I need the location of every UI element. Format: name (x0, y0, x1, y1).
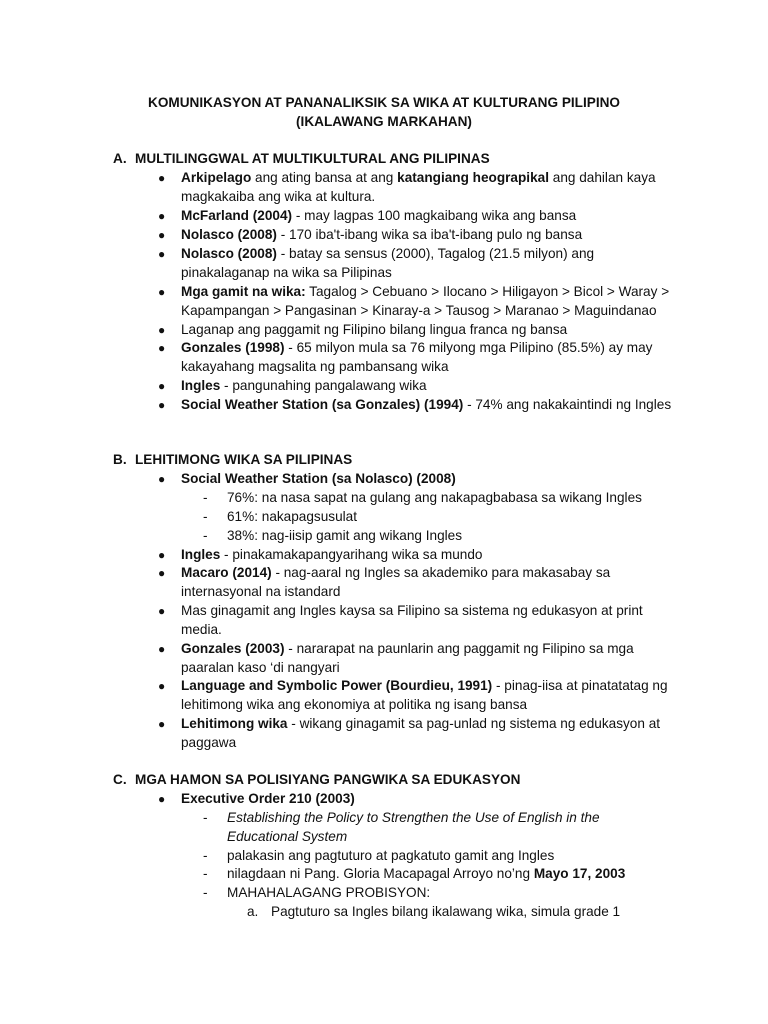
bullet-icon: ● (158, 717, 166, 731)
sub-item (203, 527, 647, 546)
list-item (158, 564, 681, 602)
dash-marker: - (203, 528, 208, 543)
item-bold: Executive Order 210 (2003) (181, 791, 355, 806)
section-heading (113, 451, 352, 470)
item-bold: Ingles (181, 378, 221, 393)
list-item (158, 640, 681, 678)
bullet-icon: ● (158, 247, 166, 261)
item-text: - pinag-iisa at pinatatatag ng lehitimong wika ang ekonomiya at politika ng isang bansa (181, 678, 668, 712)
item-text: Mas ginagamit ang Ingles kaysa sa Filipino sa sistema ng edukasyon at print media. (181, 603, 643, 637)
bullet-icon: ● (158, 604, 166, 618)
sub-item (203, 865, 647, 884)
item-bold: Language and Symbolic Power (Bourdieu, 1991) (181, 678, 493, 693)
sub-item (203, 489, 647, 508)
item-text: 76%: na nasa sapat na gulang ang nakapagbabasa sa wikang Ingles (227, 490, 642, 505)
item-text: - nararapat na paunlarin ang paggamit ng Filipino sa mga paaralan kaso ‘di nangyari (181, 641, 634, 675)
list-item (158, 339, 681, 377)
section-letter: C. (113, 772, 127, 787)
letter-marker: a. (247, 904, 259, 919)
item-text: palakasin ang pagtuturo at pagkatuto gamit ang Ingles (227, 848, 555, 863)
bullet-icon: ● (158, 792, 166, 806)
item-bold: Social Weather Station (sa Gonzales) (1994) (181, 397, 464, 412)
list-item (158, 377, 681, 396)
item-text: Pagtuturo sa Ingles bilang ikalawang wika, simula grade 1 (271, 904, 621, 919)
bullet-icon: ● (158, 285, 166, 299)
list-item (158, 602, 681, 640)
bullet-icon: ● (158, 379, 166, 393)
list-item (158, 283, 681, 321)
section-heading (113, 150, 490, 169)
item-bold: Mga gamit na wika: (181, 284, 306, 299)
section-title: LEHITIMONG WIKA SA PILIPINAS (135, 452, 353, 467)
dash-marker: - (203, 490, 208, 505)
list-item (158, 169, 681, 207)
item-bold: Lehitimong wika (181, 716, 288, 731)
list-item (158, 715, 681, 753)
list-item (158, 677, 681, 715)
bullet-icon: ● (158, 341, 166, 355)
sub-item (203, 508, 647, 527)
bullet-icon: ● (158, 209, 166, 223)
dash-marker: - (203, 509, 208, 524)
section-heading (113, 771, 520, 790)
bullet-icon: ● (158, 548, 166, 562)
bullet-icon: ● (158, 679, 166, 693)
bullet-icon: ● (158, 566, 166, 580)
item-text: - 74% ang nakakaintindi ng Ingles (463, 397, 672, 412)
bullet-icon: ● (158, 472, 166, 486)
item-italic: Establishing the Policy to Strengthen the Use of English in the Educational System (227, 810, 600, 844)
item-text: - pinakamakapangyarihang wika sa mundo (220, 547, 483, 562)
sub-item (203, 847, 647, 866)
item-text: 38%: nag-iisip gamit ang wikang Ingles (227, 528, 463, 543)
item-text: - 170 iba't-ibang wika sa iba't-ibang pulo ng bansa (276, 227, 583, 242)
item-text: - may lagpas 100 magkaibang wika ang bansa (292, 208, 577, 223)
document-title: KOMUNIKASYON AT PANANALIKSIK SA WIKA AT KULTURANG PILIPINO (148, 95, 620, 110)
item-bold: Social Weather Station (sa Nolasco) (2008) (181, 471, 456, 486)
item-bold: Ingles (181, 547, 221, 562)
list-item (158, 226, 681, 245)
item-bold: Macaro (2014) (181, 565, 272, 580)
item-text: Tagalog > Cebuano > Ilocano > Hiligayon > Bicol > Waray > Kapampangan > Pangasinan > Kinaray-a > Tausog > Maranao > Maguindanao (181, 284, 670, 318)
item-text: - wikang ginagamit sa pag-unlad ng sistema ng edukasyon at paggawa (181, 716, 661, 750)
item-text: - nag-aaral ng Ingles sa akademiko para makasabay sa internasyonal na istandard (181, 565, 611, 599)
item-text: nilagdaan ni Pang. Gloria Macapagal Arroyo no’ng (227, 866, 534, 881)
list-item (158, 207, 681, 226)
sub-item (203, 884, 647, 903)
dash-marker: - (203, 866, 208, 881)
section-letter: B. (113, 452, 127, 467)
list-item (158, 790, 681, 809)
list-item (158, 321, 681, 340)
item-text: - batay sa sensus (2000), Tagalog (21.5 milyon) ang pinakalaganap na wika sa Pilipinas (181, 246, 595, 280)
item-bold: McFarland (2004) (181, 208, 293, 223)
section-title: MULTILINGGWAL AT MULTIKULTURAL ANG PILIPINAS (135, 151, 490, 166)
item-bold: Mayo 17, 2003 (533, 866, 626, 881)
item-bold: Nolasco (2008) (181, 246, 277, 261)
item-text: Laganap ang paggamit ng Filipino bilang lingua franca ng bansa (181, 322, 568, 337)
sub-item (203, 809, 627, 847)
dash-marker: - (203, 848, 208, 863)
list-item (158, 396, 681, 415)
dash-marker: - (203, 885, 208, 900)
dash-marker: - (203, 810, 208, 825)
item-bold: katangiang heograpikal (397, 170, 549, 185)
item-text: MAHAHALAGANG PROBISYON: (227, 885, 431, 900)
item-bold: Gonzales (1998) (181, 340, 285, 355)
bullet-icon: ● (158, 171, 166, 185)
lettered-item (247, 903, 671, 922)
section-letter: A. (113, 151, 127, 166)
bullet-icon: ● (158, 228, 166, 242)
list-item (158, 546, 681, 565)
item-bold: Gonzales (2003) (181, 641, 285, 656)
item-text: ang dahilan kaya magkakaiba ang wika at kultura. (181, 170, 656, 204)
item-bold: Nolasco (2008) (181, 227, 277, 242)
document-subtitle: (IKALAWANG MARKAHAN) (296, 114, 472, 129)
item-text: - pangunahing pangalawang wika (220, 378, 427, 393)
section-title: MGA HAMON SA POLISIYANG PANGWIKA SA EDUKASYON (135, 772, 521, 787)
bullet-icon: ● (158, 642, 166, 656)
list-item (158, 470, 681, 489)
bullet-icon: ● (158, 398, 166, 412)
item-text: ang ating bansa at ang (251, 170, 398, 185)
item-bold: Arkipelago (181, 170, 252, 185)
bullet-icon: ● (158, 323, 166, 337)
list-item (158, 245, 681, 283)
item-text: - 65 milyon mula sa 76 milyong mga Pilipino (85.5%) ay may kakayahang magsalita ng pambansang wika (181, 340, 653, 374)
item-text: 61%: nakapagsusulat (227, 509, 357, 524)
